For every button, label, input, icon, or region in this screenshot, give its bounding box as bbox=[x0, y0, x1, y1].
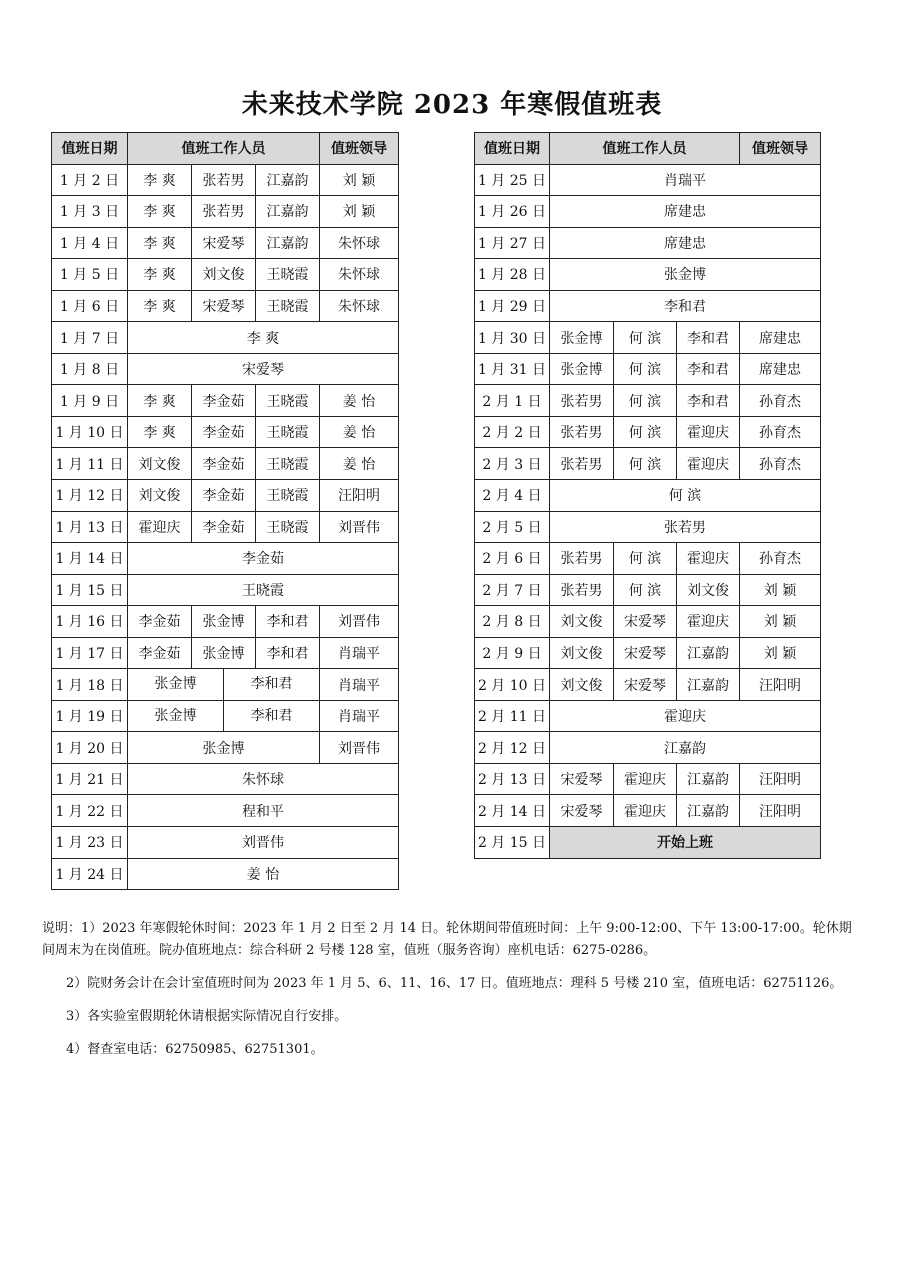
table-row bbox=[475, 353, 821, 385]
date-cell: 1 月 31 日 bbox=[475, 353, 550, 385]
staff-cell: 王晓霞 bbox=[256, 511, 320, 543]
staff-cell: 李和君 bbox=[677, 353, 740, 385]
staff-cell: 宋爱琴 bbox=[192, 227, 256, 259]
leader-cell: 刘 颖 bbox=[320, 196, 399, 228]
staff-cell: 刘文俊 bbox=[128, 448, 192, 480]
table-row bbox=[475, 164, 821, 196]
leader-cell: 汪阳明 bbox=[740, 669, 821, 701]
staff-cell: 霍迎庆 bbox=[614, 795, 677, 827]
date-cell: 1 月 11 日 bbox=[52, 448, 128, 480]
staff-cell: 何 滨 bbox=[614, 448, 677, 480]
staff-cell: 刘文俊 bbox=[550, 637, 614, 669]
page-title: 未来技术学院 2023 年寒假值班表 bbox=[241, 90, 663, 120]
leader-cell: 席建忠 bbox=[740, 353, 821, 385]
date-cell: 1 月 26 日 bbox=[475, 196, 550, 228]
table-row bbox=[475, 196, 821, 228]
leader-cell: 孙育杰 bbox=[740, 543, 821, 575]
table-row bbox=[52, 385, 399, 417]
staff-cell: 王晓霞 bbox=[256, 290, 320, 322]
staff-cell: 江嘉韵 bbox=[256, 227, 320, 259]
table-row bbox=[475, 795, 821, 827]
staff-cell: 霍迎庆 bbox=[677, 543, 740, 575]
duty-person-cell: 姜 怡 bbox=[128, 858, 399, 890]
header-date: 值班日期 bbox=[475, 133, 550, 165]
date-cell: 2 月 3 日 bbox=[475, 448, 550, 480]
date-cell: 2 月 14 日 bbox=[475, 795, 550, 827]
note-2: 2）院财务会计在会计室值班时间为 2023 年 1 月 5、6、11、16、17 日。值班地点：理科 5 号楼 210 室，值班电话：62751126。 bbox=[66, 976, 843, 991]
staff-cell: 张若男 bbox=[550, 543, 614, 575]
table-row bbox=[475, 732, 821, 764]
staff-cell: 李金茹 bbox=[192, 416, 256, 448]
staff-cell: 李和君 bbox=[256, 637, 320, 669]
table-row bbox=[52, 196, 399, 228]
table-row bbox=[52, 700, 399, 732]
staff-cell: 李和君 bbox=[677, 322, 740, 354]
duty-person-cell: 宋爱琴 bbox=[128, 353, 399, 385]
staff-cell: 刘文俊 bbox=[550, 669, 614, 701]
staff-cell: 张若男 bbox=[550, 385, 614, 417]
date-cell: 2 月 1 日 bbox=[475, 385, 550, 417]
table-row bbox=[475, 574, 821, 606]
duty-person-cell: 张若男 bbox=[550, 511, 821, 543]
staff-cell: 李金茹 bbox=[192, 385, 256, 417]
duty-person-cell: 程和平 bbox=[128, 795, 399, 827]
leader-cell: 朱怀球 bbox=[320, 290, 399, 322]
staff-cell: 李 爽 bbox=[128, 196, 192, 228]
staff-cell: 李金茹 bbox=[192, 480, 256, 512]
table-row bbox=[475, 322, 821, 354]
table-row bbox=[52, 732, 399, 764]
date-cell: 1 月 9 日 bbox=[52, 385, 128, 417]
date-cell: 1 月 23 日 bbox=[52, 827, 128, 859]
table-row bbox=[52, 795, 399, 827]
table-row bbox=[475, 511, 821, 543]
leader-cell: 刘晋伟 bbox=[320, 732, 399, 764]
duty-person-cell: 何 滨 bbox=[550, 480, 821, 512]
date-cell: 1 月 24 日 bbox=[52, 858, 128, 890]
date-cell: 1 月 30 日 bbox=[475, 322, 550, 354]
staff-cell: 张金博 bbox=[550, 322, 614, 354]
date-cell: 1 月 6 日 bbox=[52, 290, 128, 322]
leader-cell: 刘晋伟 bbox=[320, 511, 399, 543]
table-row bbox=[475, 637, 821, 669]
table-row bbox=[52, 480, 399, 512]
date-cell: 1 月 5 日 bbox=[52, 259, 128, 291]
table-row bbox=[52, 164, 399, 196]
table-row bbox=[475, 480, 821, 512]
date-cell: 1 月 28 日 bbox=[475, 259, 550, 291]
date-cell: 1 月 16 日 bbox=[52, 606, 128, 638]
duty-person-cell: 刘晋伟 bbox=[128, 827, 399, 859]
leader-cell: 刘 颖 bbox=[740, 637, 821, 669]
table-row bbox=[475, 416, 821, 448]
table-row bbox=[52, 574, 399, 606]
staff-cell: 李和君 bbox=[677, 385, 740, 417]
date-cell: 2 月 8 日 bbox=[475, 606, 550, 638]
date-cell: 1 月 20 日 bbox=[52, 732, 128, 764]
table-row bbox=[475, 827, 821, 859]
date-cell: 1 月 2 日 bbox=[52, 164, 128, 196]
duty-person-cell: 李和君 bbox=[550, 290, 821, 322]
date-cell: 1 月 10 日 bbox=[52, 416, 128, 448]
date-cell: 2 月 13 日 bbox=[475, 763, 550, 795]
staff-cell: 何 滨 bbox=[614, 416, 677, 448]
staff-cell: 张金博 bbox=[192, 606, 256, 638]
date-cell: 1 月 18 日 bbox=[52, 669, 128, 701]
duty-person-cell: 江嘉韵 bbox=[550, 732, 821, 764]
staff-cell: 李和君 bbox=[250, 707, 293, 724]
staff-cell: 李 爽 bbox=[128, 259, 192, 291]
table-row bbox=[475, 543, 821, 575]
table-row bbox=[52, 606, 399, 638]
staff-cell: 张金博 bbox=[550, 353, 614, 385]
staff-cell: 刘文俊 bbox=[550, 606, 614, 638]
staff-cell: 张金博 bbox=[128, 669, 224, 700]
table-row bbox=[52, 259, 399, 291]
staff-cell: 张若男 bbox=[192, 164, 256, 196]
date-cell: 1 月 12 日 bbox=[52, 480, 128, 512]
table-row bbox=[475, 448, 821, 480]
leader-cell: 肖瑞平 bbox=[320, 669, 399, 701]
leader-cell: 姜 怡 bbox=[320, 448, 399, 480]
staff-cell: 李 爽 bbox=[128, 227, 192, 259]
date-cell: 1 月 21 日 bbox=[52, 763, 128, 795]
staff-cell: 宋爱琴 bbox=[614, 669, 677, 701]
table-row bbox=[52, 858, 399, 890]
date-cell: 1 月 29 日 bbox=[475, 290, 550, 322]
date-cell: 2 月 11 日 bbox=[475, 700, 550, 732]
date-cell: 2 月 5 日 bbox=[475, 511, 550, 543]
date-cell: 2 月 10 日 bbox=[475, 669, 550, 701]
leader-cell: 肖瑞平 bbox=[320, 637, 399, 669]
staff-cell: 李金茹 bbox=[128, 637, 192, 669]
date-cell: 1 月 25 日 bbox=[475, 164, 550, 196]
date-cell: 2 月 6 日 bbox=[475, 543, 550, 575]
date-cell: 1 月 17 日 bbox=[52, 637, 128, 669]
staff-cell: 宋爱琴 bbox=[550, 763, 614, 795]
date-cell: 1 月 8 日 bbox=[52, 353, 128, 385]
leader-cell: 席建忠 bbox=[740, 322, 821, 354]
date-cell: 1 月 27 日 bbox=[475, 227, 550, 259]
duty-person-cell: 肖瑞平 bbox=[550, 164, 821, 196]
staff-cell: 何 滨 bbox=[614, 385, 677, 417]
leader-cell: 汪阳明 bbox=[320, 480, 399, 512]
staff-cell-pair bbox=[128, 700, 320, 732]
staff-cell: 刘文俊 bbox=[128, 480, 192, 512]
staff-cell: 霍迎庆 bbox=[677, 606, 740, 638]
staff-cell: 宋爱琴 bbox=[614, 606, 677, 638]
duty-person-cell: 张金博 bbox=[550, 259, 821, 291]
leader-cell: 孙育杰 bbox=[740, 385, 821, 417]
staff-cell: 李金茹 bbox=[192, 511, 256, 543]
table-row bbox=[52, 827, 399, 859]
staff-cell: 江嘉韵 bbox=[256, 196, 320, 228]
start-work-cell: 开始上班 bbox=[550, 827, 821, 859]
table-row bbox=[475, 385, 821, 417]
staff-cell: 王晓霞 bbox=[256, 480, 320, 512]
table-header-row bbox=[475, 133, 821, 165]
leader-cell: 刘 颖 bbox=[740, 606, 821, 638]
date-cell: 1 月 14 日 bbox=[52, 543, 128, 575]
staff-cell: 江嘉韵 bbox=[677, 669, 740, 701]
table-row bbox=[52, 511, 399, 543]
staff-cell-pair bbox=[128, 669, 320, 701]
date-cell: 1 月 22 日 bbox=[52, 795, 128, 827]
duty-person-cell: 王晓霞 bbox=[128, 574, 399, 606]
date-cell: 1 月 3 日 bbox=[52, 196, 128, 228]
staff-cell: 何 滨 bbox=[614, 543, 677, 575]
leader-cell: 汪阳明 bbox=[740, 763, 821, 795]
leader-cell: 朱怀球 bbox=[320, 227, 399, 259]
date-cell: 2 月 4 日 bbox=[475, 480, 550, 512]
date-cell: 1 月 15 日 bbox=[52, 574, 128, 606]
table-row bbox=[475, 259, 821, 291]
staff-cell: 李 爽 bbox=[128, 164, 192, 196]
date-cell: 2 月 7 日 bbox=[475, 574, 550, 606]
date-cell: 2 月 9 日 bbox=[475, 637, 550, 669]
staff-cell: 江嘉韵 bbox=[677, 763, 740, 795]
table-row bbox=[52, 637, 399, 669]
date-cell: 1 月 7 日 bbox=[52, 322, 128, 354]
staff-cell: 江嘉韵 bbox=[677, 637, 740, 669]
staff-cell: 霍迎庆 bbox=[128, 511, 192, 543]
staff-cell: 王晓霞 bbox=[256, 416, 320, 448]
leader-cell: 汪阳明 bbox=[740, 795, 821, 827]
duty-table-left bbox=[51, 132, 399, 890]
date-cell: 2 月 12 日 bbox=[475, 732, 550, 764]
staff-cell: 李 爽 bbox=[128, 290, 192, 322]
table-row bbox=[52, 543, 399, 575]
staff-cell: 王晓霞 bbox=[256, 385, 320, 417]
staff-cell: 刘文俊 bbox=[677, 574, 740, 606]
table-row bbox=[475, 290, 821, 322]
leader-cell: 刘晋伟 bbox=[320, 606, 399, 638]
note-3: 3）各实验室假期轮休请根据实际情况自行安排。 bbox=[66, 1009, 348, 1024]
staff-cell: 何 滨 bbox=[614, 322, 677, 354]
duty-person-cell: 席建忠 bbox=[550, 196, 821, 228]
note-4: 4）督查室电话：62750985、62751301。 bbox=[66, 1042, 324, 1057]
staff-cell: 江嘉韵 bbox=[677, 795, 740, 827]
staff-cell: 李和君 bbox=[250, 676, 293, 693]
table-row bbox=[52, 227, 399, 259]
staff-cell: 霍迎庆 bbox=[677, 448, 740, 480]
staff-cell: 刘文俊 bbox=[192, 259, 256, 291]
staff-cell: 张若男 bbox=[550, 574, 614, 606]
leader-cell: 肖瑞平 bbox=[320, 700, 399, 732]
date-cell: 2 月 15 日 bbox=[475, 827, 550, 859]
staff-cell: 王晓霞 bbox=[256, 259, 320, 291]
staff-cell: 张金博 bbox=[128, 701, 224, 732]
leader-cell: 刘 颖 bbox=[320, 164, 399, 196]
table-row bbox=[52, 763, 399, 795]
staff-cell: 李 爽 bbox=[128, 385, 192, 417]
staff-cell: 李金茹 bbox=[192, 448, 256, 480]
duty-person-cell: 李 爽 bbox=[128, 322, 399, 354]
staff-cell: 李金茹 bbox=[128, 606, 192, 638]
duty-person-cell: 李金茹 bbox=[128, 543, 399, 575]
table-row bbox=[475, 700, 821, 732]
table-row bbox=[52, 353, 399, 385]
note-1: 说明：1）2023 年寒假轮休时间：2023 年 1 月 2 日至 2 月 14 日。轮休期间带值班时间：上午 9:00-12:00、下午 13:00-17:00。轮休期间周末为在岗值班。院办值班地点：综合科研 2 号楼 128 室，值班（服务咨询）座机电话：6275-0286。 bbox=[42, 921, 852, 958]
table-row bbox=[52, 322, 399, 354]
staff-cell: 张若男 bbox=[550, 448, 614, 480]
header-date: 值班日期 bbox=[52, 133, 128, 165]
date-cell: 1 月 19 日 bbox=[52, 700, 128, 732]
staff-cell: 张金博 bbox=[128, 732, 320, 764]
table-row bbox=[475, 606, 821, 638]
header-staff: 值班工作人员 bbox=[128, 133, 320, 165]
notes-section bbox=[42, 918, 864, 1072]
date-cell: 1 月 4 日 bbox=[52, 227, 128, 259]
staff-cell: 何 滨 bbox=[614, 353, 677, 385]
leader-cell: 孙育杰 bbox=[740, 448, 821, 480]
duty-person-cell: 朱怀球 bbox=[128, 763, 399, 795]
date-cell: 2 月 2 日 bbox=[475, 416, 550, 448]
leader-cell: 姜 怡 bbox=[320, 385, 399, 417]
staff-cell: 霍迎庆 bbox=[677, 416, 740, 448]
table-header-row bbox=[52, 133, 399, 165]
staff-cell: 张金博 bbox=[192, 637, 256, 669]
staff-cell: 李和君 bbox=[256, 606, 320, 638]
staff-cell: 宋爱琴 bbox=[614, 637, 677, 669]
staff-cell: 宋爱琴 bbox=[192, 290, 256, 322]
table-row bbox=[52, 448, 399, 480]
leader-cell: 刘 颖 bbox=[740, 574, 821, 606]
staff-cell: 江嘉韵 bbox=[256, 164, 320, 196]
staff-cell: 何 滨 bbox=[614, 574, 677, 606]
duty-person-cell: 霍迎庆 bbox=[550, 700, 821, 732]
table-row bbox=[475, 669, 821, 701]
header-leader: 值班领导 bbox=[320, 133, 399, 165]
duty-person-cell: 席建忠 bbox=[550, 227, 821, 259]
leader-cell: 姜 怡 bbox=[320, 416, 399, 448]
header-leader: 值班领导 bbox=[740, 133, 821, 165]
staff-cell: 宋爱琴 bbox=[550, 795, 614, 827]
staff-cell: 张若男 bbox=[192, 196, 256, 228]
staff-cell: 张若男 bbox=[550, 416, 614, 448]
header-staff: 值班工作人员 bbox=[550, 133, 740, 165]
staff-cell: 李 爽 bbox=[128, 416, 192, 448]
table-row bbox=[52, 290, 399, 322]
date-cell: 1 月 13 日 bbox=[52, 511, 128, 543]
table-row bbox=[52, 416, 399, 448]
table-row bbox=[475, 763, 821, 795]
duty-table-right bbox=[474, 132, 821, 859]
leader-cell: 孙育杰 bbox=[740, 416, 821, 448]
table-row bbox=[475, 227, 821, 259]
staff-cell: 王晓霞 bbox=[256, 448, 320, 480]
leader-cell: 朱怀球 bbox=[320, 259, 399, 291]
table-row bbox=[52, 669, 399, 701]
staff-cell: 霍迎庆 bbox=[614, 763, 677, 795]
